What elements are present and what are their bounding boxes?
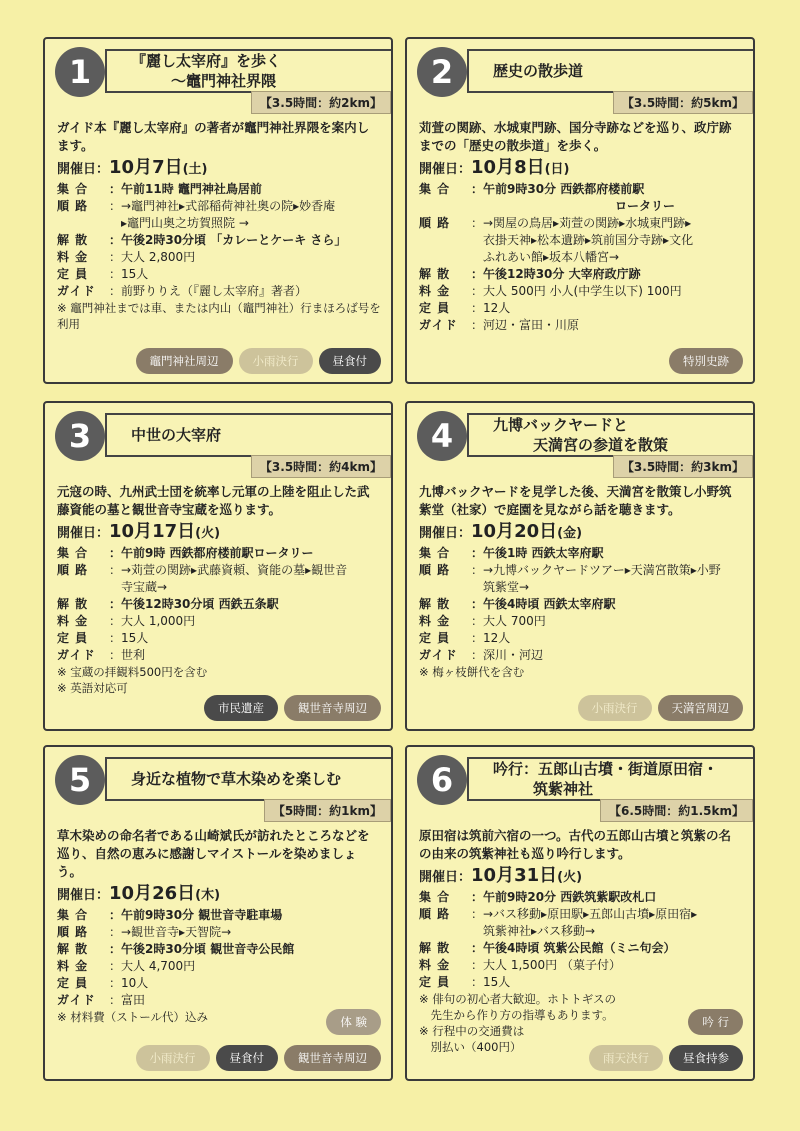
tour-title bbox=[105, 757, 391, 801]
info-value: ：大人 4,700円 bbox=[109, 959, 196, 973]
info-value: ：午後1時 西鉄太宰府駅 bbox=[471, 546, 604, 560]
date-value: 10月26日 bbox=[109, 883, 196, 904]
note: ※ 宝蔵の拝観料500円を含む bbox=[57, 665, 208, 679]
info-key: ガイド bbox=[57, 284, 96, 298]
info-key: 解 散 bbox=[419, 941, 451, 955]
tour-number: 6 bbox=[417, 755, 467, 805]
tour-description: 原田宿は筑前六宿の一つ。古代の五郎山古墳と筑紫の名の由来の筑紫神社も巡り吟行します。 bbox=[419, 828, 732, 861]
info-row bbox=[419, 630, 743, 647]
category-badge: 体 験 bbox=[326, 1009, 381, 1035]
tour-card-3 bbox=[43, 401, 393, 731]
tour-title-line-1: 中世の大宰府 bbox=[131, 426, 222, 444]
info-value: ：→観世音寺▸天智院→ bbox=[109, 925, 232, 939]
badge-row bbox=[204, 695, 381, 721]
info-value: ：午後4時頃 西鉄太宰府駅 bbox=[471, 597, 616, 611]
info-key: 定 員 bbox=[419, 631, 451, 645]
info-key: 順 路 bbox=[57, 199, 89, 213]
info-value: ：→竈門神社▸式部稲荷神社奥の院▸妙香庵 ▸竈門山奥之坊賀照院 → bbox=[109, 199, 336, 230]
info-key: 順 路 bbox=[419, 563, 451, 577]
info-row bbox=[57, 181, 381, 198]
tour-number: 4 bbox=[417, 411, 467, 461]
info-key: ガイド bbox=[419, 318, 458, 332]
date-label: 開催日： bbox=[419, 526, 472, 541]
category-badge: 昼食付 bbox=[319, 348, 382, 374]
info-value: ：深川・河辺 bbox=[471, 648, 544, 662]
info-row bbox=[419, 940, 743, 957]
event-date bbox=[419, 157, 743, 181]
card-header bbox=[45, 747, 391, 818]
info-key: 定 員 bbox=[419, 975, 451, 989]
category-badge: 特別史跡 bbox=[669, 348, 743, 374]
date-value: 10月17日 bbox=[109, 521, 196, 542]
info-value: ：15人 bbox=[109, 267, 149, 281]
category-badge: 観世音寺周辺 bbox=[284, 1045, 381, 1071]
category-badge: 小雨決行 bbox=[239, 348, 313, 374]
note: ※ 竈門神社までは車、または内山（竈門神社）行まほろば号を利用 bbox=[57, 301, 381, 331]
info-value: ：午前9時30分 観世音寺駐車場 bbox=[109, 908, 283, 922]
badge-row bbox=[669, 348, 743, 374]
info-row bbox=[419, 181, 743, 215]
day-of-week: (日) bbox=[544, 162, 570, 177]
info-row bbox=[57, 924, 381, 941]
category-badge: 観世音寺周辺 bbox=[284, 695, 381, 721]
info-value: ：→苅萱の関跡▸武藤資頼、資能の墓▸観世音 寺宝蔵→ bbox=[109, 563, 348, 594]
info-row bbox=[57, 198, 381, 232]
date-label: 開催日： bbox=[57, 526, 110, 541]
tour-card-2 bbox=[405, 37, 755, 384]
info-row bbox=[419, 596, 743, 613]
category-badge: 小雨決行 bbox=[578, 695, 652, 721]
info-value: ：午後2時30分頃 「カレーとケーキ さら」 bbox=[109, 233, 347, 247]
info-row bbox=[419, 974, 743, 991]
tour-title-line-2: ～竈門神社界隈 bbox=[171, 72, 277, 90]
event-date bbox=[419, 521, 743, 545]
tour-title bbox=[467, 49, 753, 93]
tour-title bbox=[105, 413, 391, 457]
card-header bbox=[407, 747, 753, 818]
info-row bbox=[57, 596, 381, 613]
badge-row bbox=[578, 695, 744, 721]
duration-label: 【5時間：約1km】 bbox=[264, 799, 391, 822]
info-row bbox=[419, 647, 743, 664]
info-value: ：午前9時30分 西鉄都府楼前駅 ロータリー bbox=[471, 182, 676, 213]
info-key: 順 路 bbox=[419, 907, 451, 921]
card-header bbox=[407, 39, 753, 110]
info-value: ：大人 500円 小人(中学生以下) 100円 bbox=[471, 284, 682, 298]
info-key: 順 路 bbox=[419, 216, 451, 230]
tour-number: 3 bbox=[55, 411, 105, 461]
date-value: 10月31日 bbox=[471, 865, 558, 886]
info-value: ：→九博バックヤードツアー▸天満宮散策▸小野 筑紫堂→ bbox=[471, 563, 721, 594]
duration-label: 【3.5時間：約3km】 bbox=[613, 455, 753, 478]
info-row bbox=[57, 266, 381, 283]
category-badge: 天満宮周辺 bbox=[658, 695, 744, 721]
tour-number: 5 bbox=[55, 755, 105, 805]
tour-title-line-1: 九博バックヤードと bbox=[493, 416, 629, 434]
info-row bbox=[57, 249, 381, 266]
tour-card-1 bbox=[43, 37, 393, 384]
tour-title bbox=[467, 413, 753, 457]
info-value: ：午前9時 西鉄都府楼前駅ロータリー bbox=[109, 546, 314, 560]
info-row bbox=[419, 266, 743, 283]
info-row bbox=[419, 317, 743, 334]
info-value: ：午後2時30分頃 観世音寺公民館 bbox=[109, 942, 295, 956]
info-key: 料 金 bbox=[57, 614, 89, 628]
tour-title-line-2: 天満宮の参道を散策 bbox=[533, 436, 669, 454]
info-row bbox=[57, 545, 381, 562]
info-row bbox=[419, 283, 743, 300]
note: ※ 行程中の交通費は 別払い（400円） bbox=[419, 1024, 525, 1054]
info-key: 集 合 bbox=[57, 546, 89, 560]
info-value: ：大人 1,500円 （菓子付） bbox=[471, 958, 621, 972]
badge-row bbox=[589, 1045, 743, 1071]
day-of-week: (火) bbox=[195, 526, 221, 541]
info-value: ：午後4時頃 筑紫公民館（ミニ句会） bbox=[471, 941, 676, 955]
duration-label: 【6.5時間：約1.5km】 bbox=[600, 799, 753, 822]
event-date bbox=[419, 865, 743, 889]
info-key: 解 散 bbox=[57, 942, 89, 956]
tour-card-5 bbox=[43, 745, 393, 1081]
tour-title bbox=[105, 49, 391, 93]
info-row bbox=[57, 562, 381, 596]
event-date bbox=[57, 883, 381, 907]
info-key: 料 金 bbox=[57, 250, 89, 264]
date-label: 開催日： bbox=[57, 888, 110, 903]
category-badge: 小雨決行 bbox=[136, 1045, 210, 1071]
card-header bbox=[45, 403, 391, 474]
info-key: 集 合 bbox=[57, 182, 89, 196]
tour-card-6 bbox=[405, 745, 755, 1081]
info-key: 料 金 bbox=[419, 958, 451, 972]
day-of-week: (木) bbox=[195, 888, 221, 903]
tour-description: 草木染めの命名者である山崎斌氏が訪れたところなどを巡り、自然の恵みに感謝しマイストールを染めましょう。 bbox=[57, 828, 370, 879]
info-value: ：午後12時30分 大宰府政庁跡 bbox=[471, 267, 641, 281]
info-value: ：大人 700円 bbox=[471, 614, 546, 628]
info-row bbox=[419, 300, 743, 317]
day-of-week: (金) bbox=[557, 526, 583, 541]
day-of-week: (火) bbox=[557, 870, 583, 885]
info-value: ：→バス移動▸原田駅▸五郎山古墳▸原田宿▸ 筑紫神社▸バス移動→ bbox=[471, 907, 698, 938]
info-key: 定 員 bbox=[57, 631, 89, 645]
date-label: 開催日： bbox=[419, 870, 472, 885]
info-key: ガイド bbox=[57, 993, 96, 1007]
info-row bbox=[57, 613, 381, 630]
info-row bbox=[57, 992, 381, 1009]
tour-number: 1 bbox=[55, 47, 105, 97]
info-row bbox=[419, 562, 743, 596]
info-key: 定 員 bbox=[57, 267, 89, 281]
info-value: ：12人 bbox=[471, 301, 511, 315]
info-value: ：10人 bbox=[109, 976, 149, 990]
info-row bbox=[419, 957, 743, 974]
info-row bbox=[57, 647, 381, 664]
badge-row bbox=[136, 1045, 382, 1071]
info-key: 料 金 bbox=[57, 959, 89, 973]
category-badge: 昼食持参 bbox=[669, 1045, 743, 1071]
tour-card-4 bbox=[405, 401, 755, 731]
info-value: ：午前11時 竈門神社鳥居前 bbox=[109, 182, 262, 196]
info-value: ：大人 2,800円 bbox=[109, 250, 196, 264]
info-row bbox=[419, 906, 743, 940]
info-row bbox=[57, 907, 381, 924]
info-row bbox=[57, 283, 381, 300]
info-row bbox=[419, 613, 743, 630]
info-value: ：大人 1,000円 bbox=[109, 614, 196, 628]
info-row bbox=[419, 545, 743, 562]
tour-description: 九博バックヤードを見学した後、天満宮を散策し小野筑紫堂（社家）で庭園を見ながら話を聴きます。 bbox=[419, 484, 732, 517]
badge-row bbox=[136, 348, 382, 374]
date-value: 10月8日 bbox=[471, 157, 545, 178]
card-header bbox=[407, 403, 753, 474]
info-key: 解 散 bbox=[57, 233, 89, 247]
info-value: ：河辺・富田・川原 bbox=[471, 318, 580, 332]
tour-description: 苅萱の関跡、水城東門跡、国分寺跡などを巡り、政庁跡までの「歴史の散歩道」を歩く。 bbox=[419, 120, 732, 153]
tour-title-line-2: 筑紫神社 bbox=[533, 780, 594, 798]
info-key: 集 合 bbox=[57, 908, 89, 922]
info-key: 定 員 bbox=[57, 976, 89, 990]
category-badge: 市民遺産 bbox=[204, 695, 278, 721]
info-row bbox=[57, 958, 381, 975]
date-label: 開催日： bbox=[57, 162, 110, 177]
info-row bbox=[419, 889, 743, 906]
info-key: 順 路 bbox=[57, 925, 89, 939]
info-key: 料 金 bbox=[419, 614, 451, 628]
event-date bbox=[57, 521, 381, 545]
category-badge: 昼食付 bbox=[216, 1045, 279, 1071]
note: ※ 材料費（ストール代）込み bbox=[57, 1010, 209, 1024]
category-badge: 竈門神社周辺 bbox=[136, 348, 233, 374]
tour-title-line-1: 吟行：五郎山古墳・街道原田宿・ bbox=[493, 760, 719, 778]
info-row bbox=[57, 630, 381, 647]
info-key: ガイド bbox=[419, 648, 458, 662]
card-header bbox=[45, 39, 391, 110]
info-key: ガイド bbox=[57, 648, 96, 662]
tour-number: 2 bbox=[417, 47, 467, 97]
info-value: ：12人 bbox=[471, 631, 511, 645]
info-key: 順 路 bbox=[57, 563, 89, 577]
info-key: 料 金 bbox=[419, 284, 451, 298]
event-date bbox=[57, 157, 381, 181]
info-row bbox=[57, 232, 381, 249]
category-badge: 吟 行 bbox=[688, 1009, 743, 1035]
tour-description: ガイド本『麗し太宰府』の著者が竈門神社界隈を案内します。 bbox=[57, 120, 370, 153]
category-badge: 雨天決行 bbox=[589, 1045, 663, 1071]
duration-label: 【3.5時間：約5km】 bbox=[613, 91, 753, 114]
info-key: 定 員 bbox=[419, 301, 451, 315]
info-value: ：前野りりえ（『麗し太宰府』著者） bbox=[109, 284, 308, 298]
note: ※ 英語対応可 bbox=[57, 681, 128, 695]
info-value: ：富田 bbox=[109, 993, 146, 1007]
tour-title-line-1: 歴史の散歩道 bbox=[493, 62, 584, 80]
date-value: 10月20日 bbox=[471, 521, 558, 542]
date-value: 10月7日 bbox=[109, 157, 183, 178]
info-value: ：15人 bbox=[471, 975, 511, 989]
info-value: ：午前9時20分 西鉄筑紫駅改札口 bbox=[471, 890, 657, 904]
info-value: ：世利 bbox=[109, 648, 146, 662]
duration-label: 【3.5時間：約4km】 bbox=[251, 455, 391, 478]
info-value: ：→関屋の鳥居▸苅萱の関跡▸水城東門跡▸ 衣掛天神▸松本遺跡▸筑前国分寺跡▸文化 ふれあい館▸坂本八幡宮→ bbox=[471, 216, 694, 264]
info-value: ：15人 bbox=[109, 631, 149, 645]
info-row bbox=[57, 975, 381, 992]
day-of-week: (土) bbox=[182, 162, 208, 177]
info-key: 集 合 bbox=[419, 182, 451, 196]
duration-label: 【3.5時間：約2km】 bbox=[251, 91, 391, 114]
note: ※ 俳句の初心者大歓迎。ホトトギスの 先生から作り方の指導もあります。 bbox=[419, 992, 617, 1022]
info-key: 解 散 bbox=[57, 597, 89, 611]
tour-description: 元寇の時、九州武士団を統率し元軍の上陸を阻止した武藤資能の墓と観世音寺宝蔵を巡ります。 bbox=[57, 484, 370, 517]
tour-title-line-1: 身近な植物で草木染めを楽しむ bbox=[131, 770, 342, 788]
info-value: ：午後12時30分頃 西鉄五条駅 bbox=[109, 597, 279, 611]
date-label: 開催日： bbox=[419, 162, 472, 177]
tour-title bbox=[467, 757, 753, 801]
info-key: 解 散 bbox=[419, 597, 451, 611]
tour-title-line-1: 『麗し太宰府』を歩く bbox=[131, 52, 282, 70]
info-key: 集 合 bbox=[419, 890, 451, 904]
info-key: 解 散 bbox=[419, 267, 451, 281]
info-row bbox=[419, 215, 743, 266]
info-key: 集 合 bbox=[419, 546, 451, 560]
info-row bbox=[57, 941, 381, 958]
note: ※ 梅ヶ枝餅代を含む bbox=[419, 665, 525, 679]
